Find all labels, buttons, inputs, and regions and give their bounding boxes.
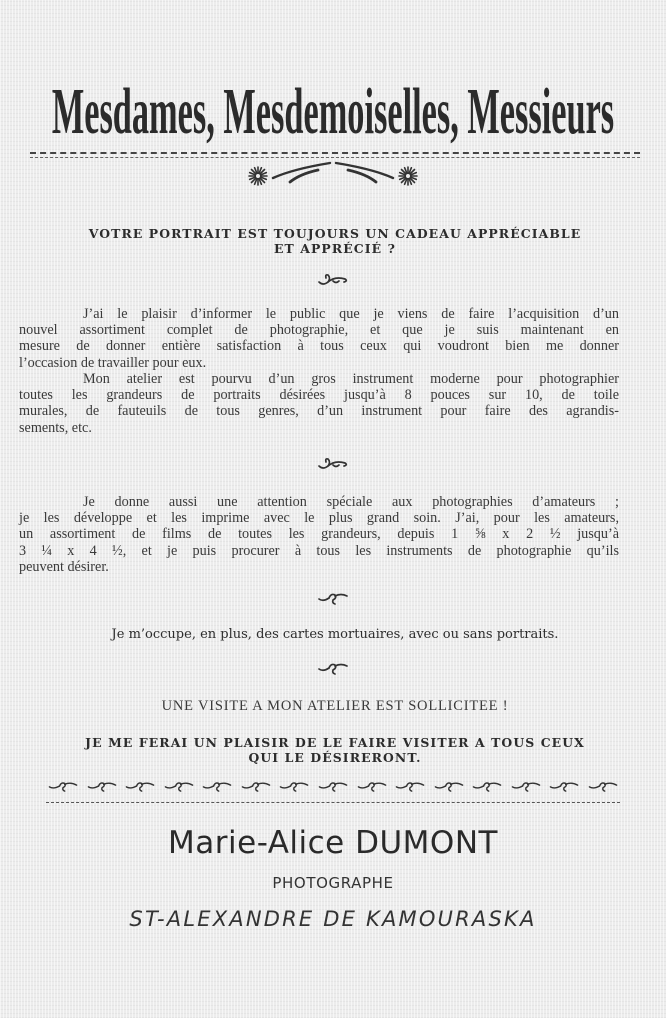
flower-swash-ornament-icon <box>238 160 428 190</box>
photographer-name: Marie-Alice DUMONT <box>168 825 498 861</box>
paragraph-amateurs <box>19 494 619 575</box>
headline: Mesdames, Mesdemoiselles, Messieurs <box>51 75 615 148</box>
invite-heading <box>40 735 630 765</box>
paragraph-line: J’ai le plaisir d’informer le public que je viens de faire l’acquisition d’un <box>83 306 619 322</box>
paragraph-line: 3 ¼ x 4 ½, et je puis procurer à tous les instruments de photographie qu’ils <box>19 542 619 559</box>
question-heading-line-1: VOTRE PORTRAIT EST TOUJOURS UN CADEAU APPRÉCIABLE <box>88 226 582 241</box>
fleuron-icon <box>313 590 353 606</box>
fleuron-border-icon <box>162 778 196 794</box>
mortuary-cards-line: Je m’occupe, en plus, des cartes mortuaires, avec ou sans portraits. <box>111 627 559 642</box>
paragraph-line: Mon atelier est pourvu d’un gros instrument moderne pour photographier <box>83 371 619 387</box>
fleuron-border-icon <box>277 778 311 794</box>
paragraph-line: je les développe et les imprime avec le plus grand soin. J’ai, pour les amateurs, <box>19 510 619 527</box>
paragraph-line: toutes les grandeurs de portraits désirées jusqu’à 8 pouces sur 10, de toile <box>19 387 619 404</box>
paragraph-acquisition <box>19 306 619 371</box>
header-rule-thick <box>30 152 640 154</box>
invite-heading-line-2: QUI LE DÉSIRERONT. <box>248 750 422 765</box>
paragraph-line: peuvent désirer. <box>19 558 109 575</box>
fleuron-border-icon <box>355 778 389 794</box>
fleuron-border-icon <box>200 778 234 794</box>
ornament-border-row <box>46 778 620 796</box>
paragraph-studio <box>19 371 619 436</box>
fleuron-border-icon <box>239 778 273 794</box>
invite-heading-line-1: JE ME FERAI UN PLAISIR DE LE FAIRE VISITER A TOUS CEUX <box>85 735 585 750</box>
fleuron-border-icon <box>46 778 80 794</box>
fleuron-icon <box>313 660 353 676</box>
paragraph-line: un assortiment de films de toutes les grandeurs, depuis 1 ⅝ x 2 ½ jusqu’à <box>19 526 619 543</box>
fleuron-border-icon <box>547 778 581 794</box>
fleuron-icon <box>313 272 353 288</box>
paragraph-line: l’occasion de travailler pour eux. <box>19 354 207 371</box>
photographer-title: PHOTOGRAPHE <box>272 874 394 892</box>
paragraph-line: nouvel assortiment complet de photographie, et que je suis maintenant en <box>19 322 619 339</box>
fleuron-border-icon <box>85 778 119 794</box>
paragraph-line: Je donne aussi une attention spéciale aux photographies d’amateurs ; <box>83 494 619 510</box>
fleuron-border-icon <box>470 778 504 794</box>
fleuron-icon <box>313 456 353 472</box>
question-heading-line-2: ET APPRÉCIÉ ? <box>274 241 396 256</box>
question-heading <box>40 226 630 256</box>
paragraph-line: sements, etc. <box>19 419 92 436</box>
paragraph-line: murales, de fauteuils de tous genres, d’un instrument pour faire des agrandis- <box>19 403 619 420</box>
visit-invitation-line: UNE VISITE A MON ATELIER EST SOLLICITEE ! <box>161 698 509 714</box>
header-rule-thin <box>30 157 640 158</box>
fleuron-border-icon <box>509 778 543 794</box>
fleuron-border-icon <box>316 778 350 794</box>
fleuron-border-icon <box>586 778 620 794</box>
fleuron-border-icon <box>393 778 427 794</box>
footer-rule <box>46 802 620 803</box>
paragraph-line: mesure de donner entière satisfaction à tous ceux qui voudront bien me donner <box>19 338 619 355</box>
fleuron-border-icon <box>123 778 157 794</box>
studio-location: ST-ALEXANDRE DE KAMOURASKA <box>129 907 537 931</box>
fleuron-border-icon <box>432 778 466 794</box>
